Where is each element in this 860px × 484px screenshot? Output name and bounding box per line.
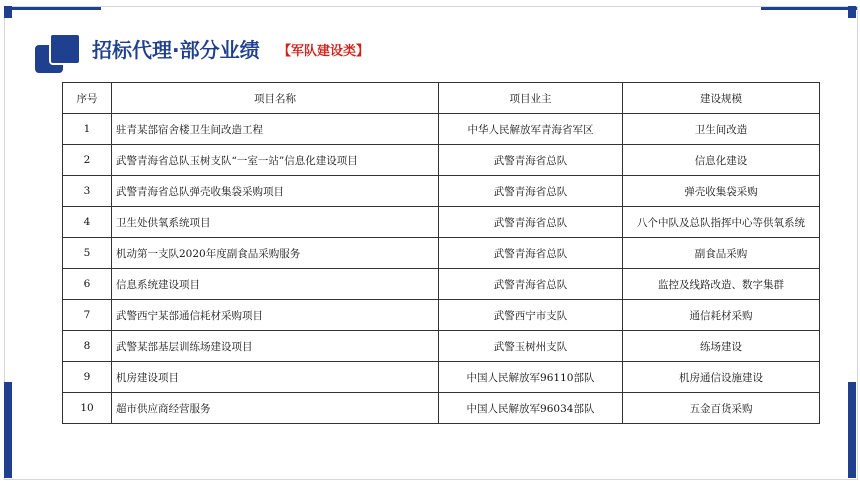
cell-scale: 监控及线路改造、数字集群 [623, 269, 820, 300]
cell-name: 机动第一支队2020年度副食品采购服务 [112, 238, 439, 269]
logo-squares-icon [35, 33, 81, 75]
cell-no: 2 [63, 145, 112, 176]
cell-scale: 五金百货采购 [623, 393, 820, 424]
logo-square-front [49, 33, 81, 65]
cell-scale: 八个中队及总队指挥中心等供氧系统 [623, 207, 820, 238]
column-header-scale: 建设规模 [623, 83, 820, 114]
performance-table [62, 82, 820, 424]
cell-name: 武警青海省总队玉树支队“一室一站”信息化建设项目 [112, 145, 439, 176]
cell-name: 超市供应商经营服务 [112, 393, 439, 424]
cell-scale: 练场建设 [623, 331, 820, 362]
cell-no: 6 [63, 269, 112, 300]
frame-accent-top-right [761, 7, 857, 10]
table-row [63, 393, 820, 424]
frame-accent-top-left [5, 7, 101, 10]
cell-scale: 弹壳收集袋采购 [623, 176, 820, 207]
cell-scale: 卫生间改造 [623, 114, 820, 145]
table-row [63, 331, 820, 362]
table-header-row [63, 83, 820, 114]
cell-no: 1 [63, 114, 112, 145]
cell-owner: 中国人民解放军96034部队 [439, 393, 623, 424]
cell-owner: 武警青海省总队 [439, 145, 623, 176]
cell-name: 武警青海省总队弹壳收集袋采购项目 [112, 176, 439, 207]
corner-accent-bottom-left [4, 382, 12, 478]
table-row [63, 362, 820, 393]
column-header-name: 项目名称 [112, 83, 439, 114]
column-header-owner: 项目业主 [439, 83, 623, 114]
cell-name: 武警西宁某部通信耗材采购项目 [112, 300, 439, 331]
cell-scale: 机房通信设施建设 [623, 362, 820, 393]
table-row [63, 300, 820, 331]
cell-owner: 武警玉树州支队 [439, 331, 623, 362]
cell-owner: 武警青海省总队 [439, 207, 623, 238]
cell-owner: 武警青海省总队 [439, 269, 623, 300]
page-title: 招标代理·部分业绩 [92, 38, 260, 62]
cell-no: 8 [63, 331, 112, 362]
cell-no: 9 [63, 362, 112, 393]
cell-name: 武警某部基层训练场建设项目 [112, 331, 439, 362]
cell-owner: 武警西宁市支队 [439, 300, 623, 331]
cell-owner: 中华人民解放军青海省军区 [439, 114, 623, 145]
cell-name: 机房建设项目 [112, 362, 439, 393]
cell-scale: 通信耗材采购 [623, 300, 820, 331]
corner-accent-bottom-right [848, 382, 856, 478]
table-row [63, 114, 820, 145]
page-subtitle: 【军队建设类】 [278, 44, 370, 59]
cell-name: 信息系统建设项目 [112, 269, 439, 300]
corner-accent-top-right [848, 6, 856, 18]
cell-scale: 副食品采购 [623, 238, 820, 269]
cell-owner: 中国人民解放军96110部队 [439, 362, 623, 393]
cell-no: 4 [63, 207, 112, 238]
cell-no: 3 [63, 176, 112, 207]
cell-name: 卫生处供氧系统项目 [112, 207, 439, 238]
cell-owner: 武警青海省总队 [439, 238, 623, 269]
table-row [63, 145, 820, 176]
table-row [63, 207, 820, 238]
cell-scale: 信息化建设 [623, 145, 820, 176]
cell-name: 驻青某部宿舍楼卫生间改造工程 [112, 114, 439, 145]
cell-no: 5 [63, 238, 112, 269]
table-row [63, 176, 820, 207]
column-header-no: 序号 [63, 83, 112, 114]
cell-no: 7 [63, 300, 112, 331]
cell-no: 10 [63, 393, 112, 424]
cell-owner: 武警青海省总队 [439, 176, 623, 207]
table-row [63, 238, 820, 269]
table-row [63, 269, 820, 300]
corner-accent-top-left [4, 6, 12, 18]
